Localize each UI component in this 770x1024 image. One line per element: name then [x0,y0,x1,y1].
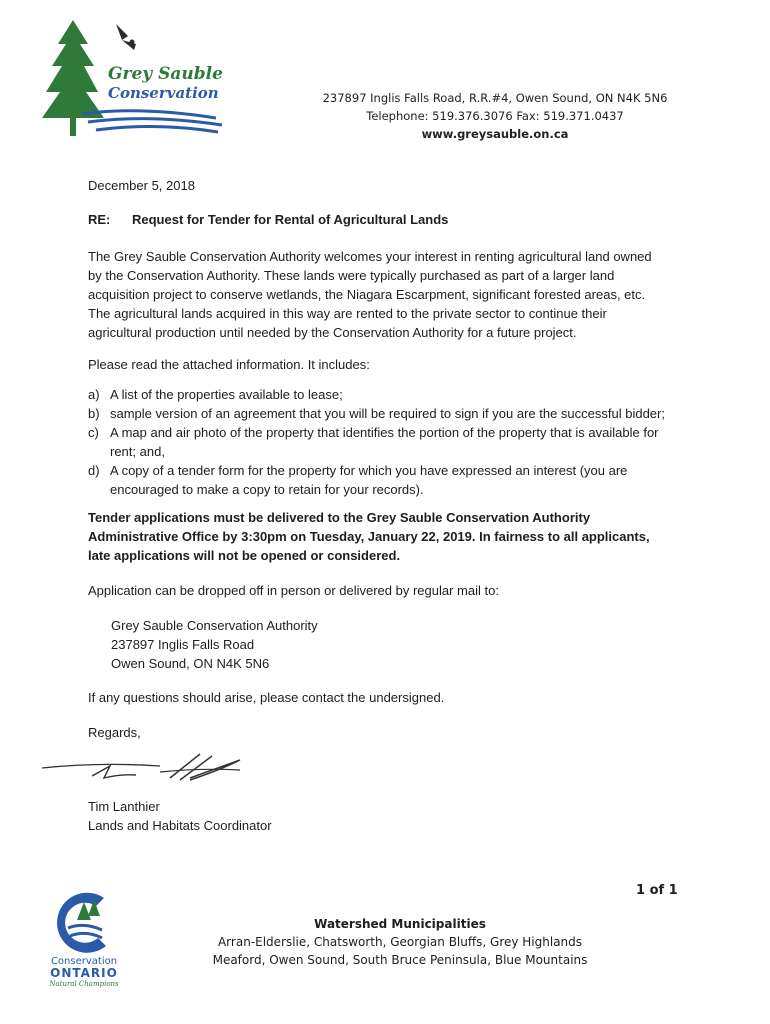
list-text: rent; and, [110,444,165,459]
footer-municipalities-line2: Meaford, Owen Sound, South Bruce Peninsula, Blue Mountains [212,953,588,967]
signer-name: Tim Lanthier [88,799,160,814]
mail-address-line: Grey Sauble Conservation Authority [111,618,318,633]
deadline-line: late applications will not be opened or considered. [88,548,401,563]
questions-text: If any questions should arise, please contact the undersigned. [88,690,445,705]
list-marker: c) [88,425,99,440]
list-item-c-cont [110,442,165,461]
list-item-b [88,404,665,423]
list-marker: b) [88,406,100,421]
re-label: RE: [88,212,111,227]
conservation-ontario-icon [44,888,124,958]
co-logo-line3: Natural Champions [49,980,119,988]
co-logo-line2: ONTARIO [50,966,118,980]
intro-line: agricultural production until needed by the Conservation Authority for a future project. [88,325,577,340]
signer-title: Lands and Habitats Coordinator [88,818,272,833]
list-item-d-cont [110,480,424,499]
attached-intro: Please read the attached information. It includes: [88,357,370,372]
letterhead-address: 237897 Inglis Falls Road, R.R.#4, Owen Sound, ON N4K 5N6 [322,91,668,105]
deadline-line: Administrative Office by 3:30pm on Tuesday, January 22, 2019. In fairness to all applicants, [88,529,650,544]
intro-line: by the Conservation Authority. These lands were typically purchased as part of a larger land [88,268,615,283]
list-item-d [88,461,627,480]
footer-municipalities-line1: Arran-Elderslie, Chatsworth, Georgian Bluffs, Grey Highlands [217,935,583,949]
list-text: A map and air photo of the property that identifies the portion of the property that is available for [110,425,659,440]
list-marker: d) [88,463,100,478]
list-text: sample version of an agreement that you will be required to sign if you are the successful bidder; [110,406,665,421]
footer-heading: Watershed Municipalities [314,917,486,931]
re-subject: Request for Tender for Rental of Agricultural Lands [132,212,449,227]
mail-address-line: Owen Sound, ON N4K 5N6 [111,656,270,671]
intro-line: The Grey Sauble Conservation Authority welcomes your interest in renting agricultural land owned [88,249,652,264]
letter-date: December 5, 2018 [88,178,195,193]
co-logo-line1: Conservation [50,956,118,967]
mail-address-line: 237897 Inglis Falls Road [111,637,255,652]
intro-line: The agricultural lands acquired in this way are rented to the private sector to continue their [88,306,607,321]
deadline-line: Tender applications must be delivered to the Grey Sauble Conservation Authority [88,510,591,525]
signature [40,748,260,788]
letterhead-phone: Telephone: 519.376.3076 Fax: 519.371.0437 [366,109,624,123]
list-text: A list of the properties available to lease; [110,387,343,402]
closing-text: Regards, [88,725,141,740]
page-number: 1 of 1 [636,883,678,898]
list-marker: a) [88,387,100,402]
list-text: encouraged to make a copy to retain for your records). [110,482,424,497]
org-name-line2: Conservation [108,84,219,102]
delivery-intro: Application can be dropped off in person or delivered by regular mail to: [88,583,499,598]
list-item-a [88,385,343,404]
list-item-c [88,423,659,442]
org-name-line1: Grey Sauble [108,64,223,84]
letterhead-website[interactable]: www.greysauble.on.ca [421,127,569,141]
intro-line: acquisition project to conserve wetlands, the Niagara Escarpment, significant forested areas, etc. [88,287,646,302]
list-text: A copy of a tender form for the property for which you have expressed an interest (you are [110,463,628,478]
